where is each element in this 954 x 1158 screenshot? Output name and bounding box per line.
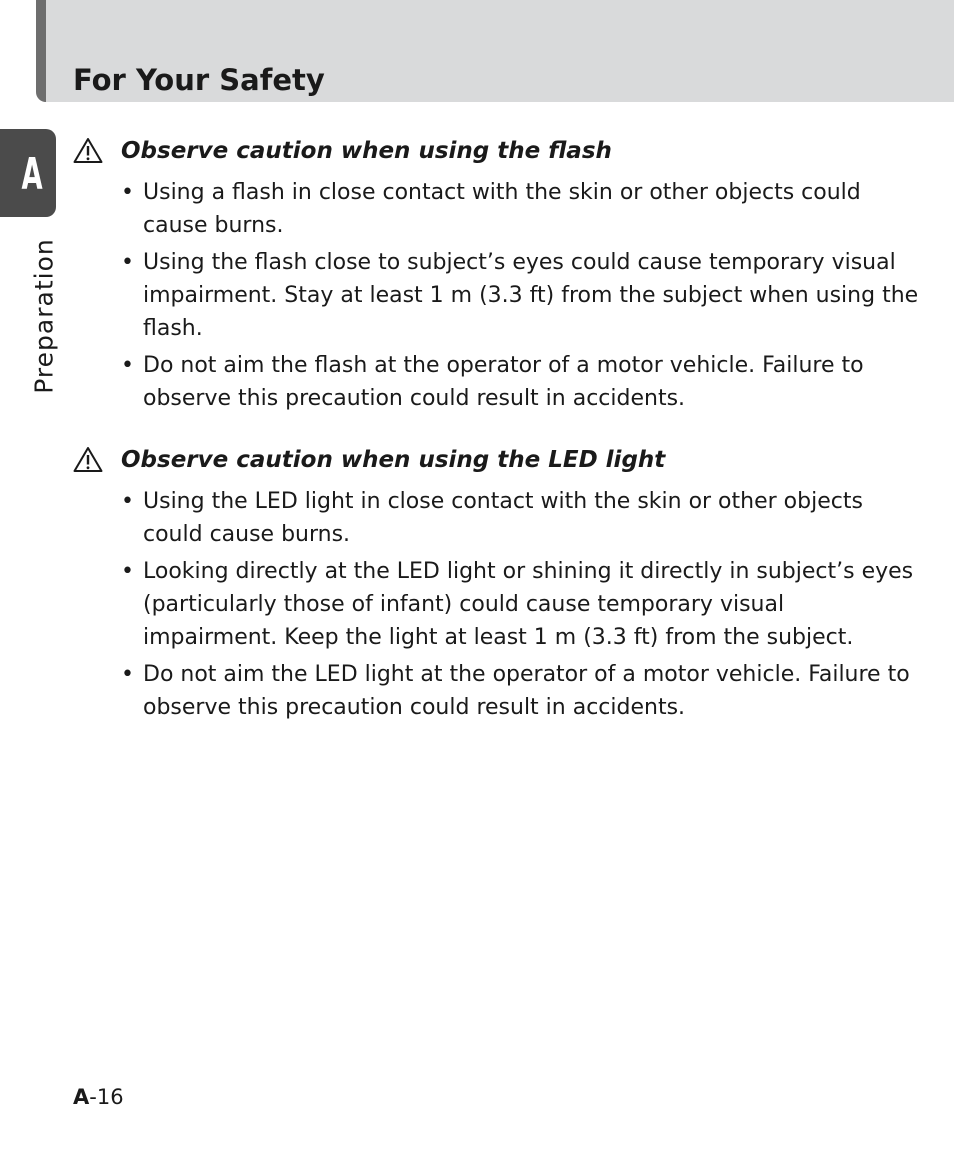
- page-title: For Your Safety: [73, 63, 325, 97]
- chapter-tab-letter: A: [21, 149, 43, 200]
- list-item-text: Do not aim the flash at the operator of a motor vehicle. Failure to observe this precaution could result in accidents.: [143, 353, 864, 411]
- section-title: Observe caution when using the LED light: [121, 447, 666, 473]
- page-number-chapter: A: [73, 1085, 90, 1109]
- page-number: [73, 1083, 124, 1111]
- list-item: [73, 658, 923, 724]
- bullet-marker: •: [121, 489, 134, 514]
- section-title: Observe caution when using the flash: [121, 138, 612, 164]
- list-item: [73, 485, 923, 551]
- bullet-marker: •: [121, 353, 134, 378]
- chapter-label: Preparation: [29, 238, 59, 394]
- section-heading: [73, 134, 903, 168]
- list-item: [73, 176, 923, 242]
- warning-icon: [73, 446, 103, 473]
- bullet-marker: •: [121, 559, 134, 584]
- list-item: [73, 555, 923, 654]
- list-item-text: Using the flash close to subject’s eyes could cause temporary visual impairment. Stay at least 1 m (3.3 ft) from the subject when using the flash.: [143, 250, 919, 341]
- bullet-marker: •: [121, 250, 134, 275]
- list-item-text: Using a flash in close contact with the skin or other objects could cause burns.: [143, 180, 861, 238]
- bullet-list: [73, 176, 919, 415]
- list-item: [73, 246, 923, 345]
- section-led-caution: [73, 443, 914, 728]
- bullet-list: [73, 485, 914, 724]
- page-number-value: -16: [89, 1085, 124, 1109]
- list-item-text: Using the LED light in close contact with the skin or other objects could cause burns.: [143, 489, 863, 547]
- list-item: [73, 349, 923, 415]
- bullet-marker: •: [121, 662, 134, 687]
- section-flash-caution: [73, 134, 919, 419]
- warning-icon: [73, 137, 103, 164]
- section-heading: [73, 443, 903, 477]
- list-item-text: Do not aim the LED light at the operator of a motor vehicle. Failure to observe this precaution could result in accidents.: [143, 662, 910, 720]
- header-accent-bar: [36, 0, 46, 102]
- bullet-marker: •: [121, 180, 134, 205]
- list-item-text: Looking directly at the LED light or shining it directly in subject’s eyes (particularly those of infant) could cause temporary visual impairment. Keep the light at least 1 m (3.3 ft) from the subject.: [143, 559, 914, 650]
